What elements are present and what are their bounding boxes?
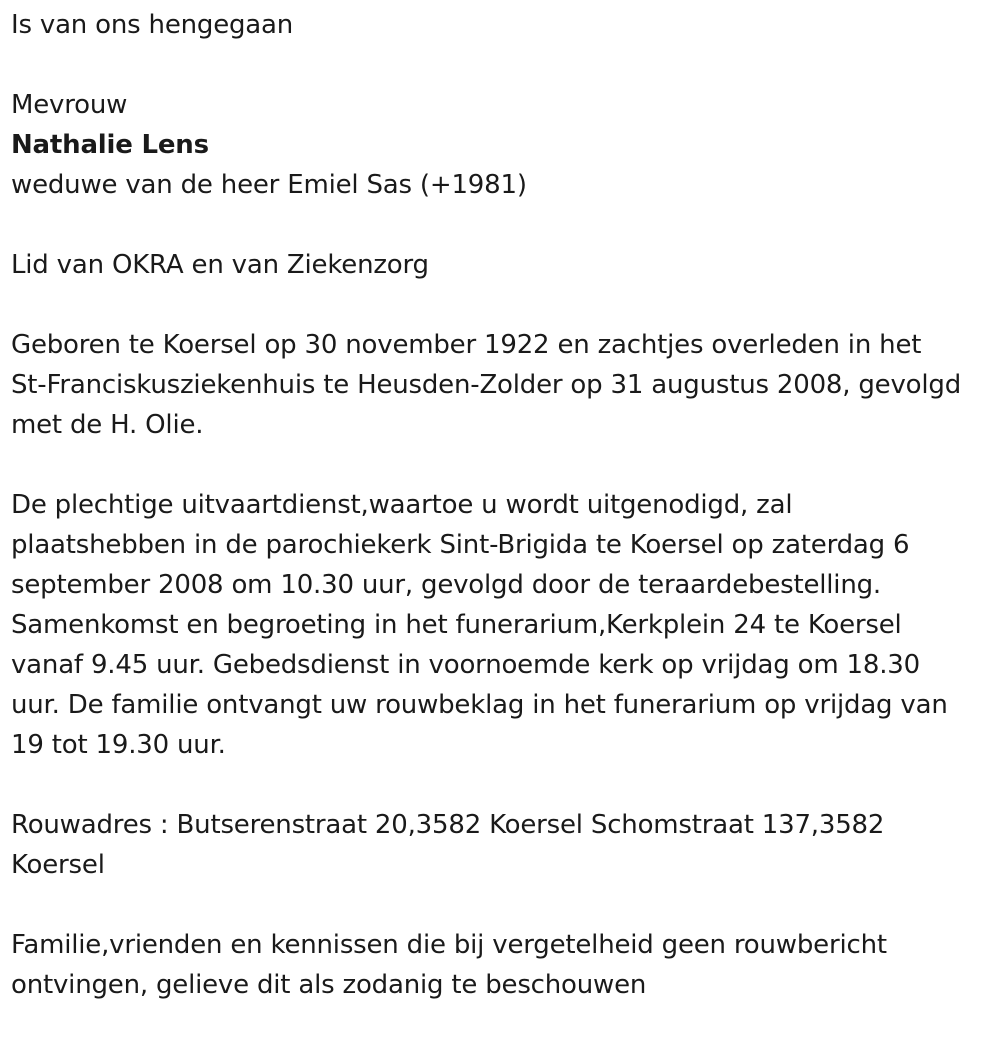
paragraph-line: plaatshebben in de parochiekerk Sint-Brigida te Koersel op zaterdag 6 (11, 530, 910, 560)
spacer (11, 765, 986, 805)
spacer (11, 45, 986, 85)
funeral-paragraph (11, 485, 986, 765)
membership-line: Lid van OKRA en van Ziekenzorg (11, 250, 429, 280)
paragraph-line: 19 tot 19.30 uur. (11, 730, 226, 760)
paragraph-line: vanaf 9.45 uur. Gebedsdienst in voornoemde kerk op vrijdag om 18.30 (11, 650, 920, 680)
spacer (11, 885, 986, 925)
obituary-notice (11, 0, 986, 1005)
paragraph-line: Familie,vrienden en kennissen die bij vergetelheid geen rouwbericht (11, 930, 887, 960)
paragraph-line: Geboren te Koersel op 30 november 1922 en zachtjes overleden in het (11, 330, 922, 360)
spouse-line: weduwe van de heer Emiel Sas (+1981) (11, 170, 527, 200)
salutation: Mevrouw (11, 90, 128, 120)
birth-death-paragraph (11, 325, 986, 445)
paragraph-line: september 2008 om 10.30 uur, gevolgd door de teraardebestelling. (11, 570, 881, 600)
intro-line: Is van ons hengegaan (11, 10, 294, 40)
paragraph-line: met de H. Olie. (11, 410, 204, 440)
spacer (11, 445, 986, 485)
paragraph-line: St-Franciskusziekenhuis te Heusden-Zolder op 31 augustus 2008, gevolgd (11, 370, 962, 400)
closing-paragraph (11, 925, 986, 1005)
spacer (11, 285, 986, 325)
paragraph-line: ontvingen, gelieve dit als zodanig te beschouwen (11, 970, 647, 1000)
paragraph-line: Koersel (11, 850, 105, 880)
deceased-name: Nathalie Lens (11, 130, 209, 160)
spacer (11, 205, 986, 245)
paragraph-line: De plechtige uitvaartdienst,waartoe u wordt uitgenodigd, zal (11, 490, 793, 520)
paragraph-line: Samenkomst en begroeting in het funerarium,Kerkplein 24 te Koersel (11, 610, 902, 640)
paragraph-line: uur. De familie ontvangt uw rouwbeklag in het funerarium op vrijdag van (11, 690, 948, 720)
address-paragraph (11, 805, 986, 885)
paragraph-line: Rouwadres : Butserenstraat 20,3582 Koersel Schomstraat 137,3582 (11, 810, 885, 840)
